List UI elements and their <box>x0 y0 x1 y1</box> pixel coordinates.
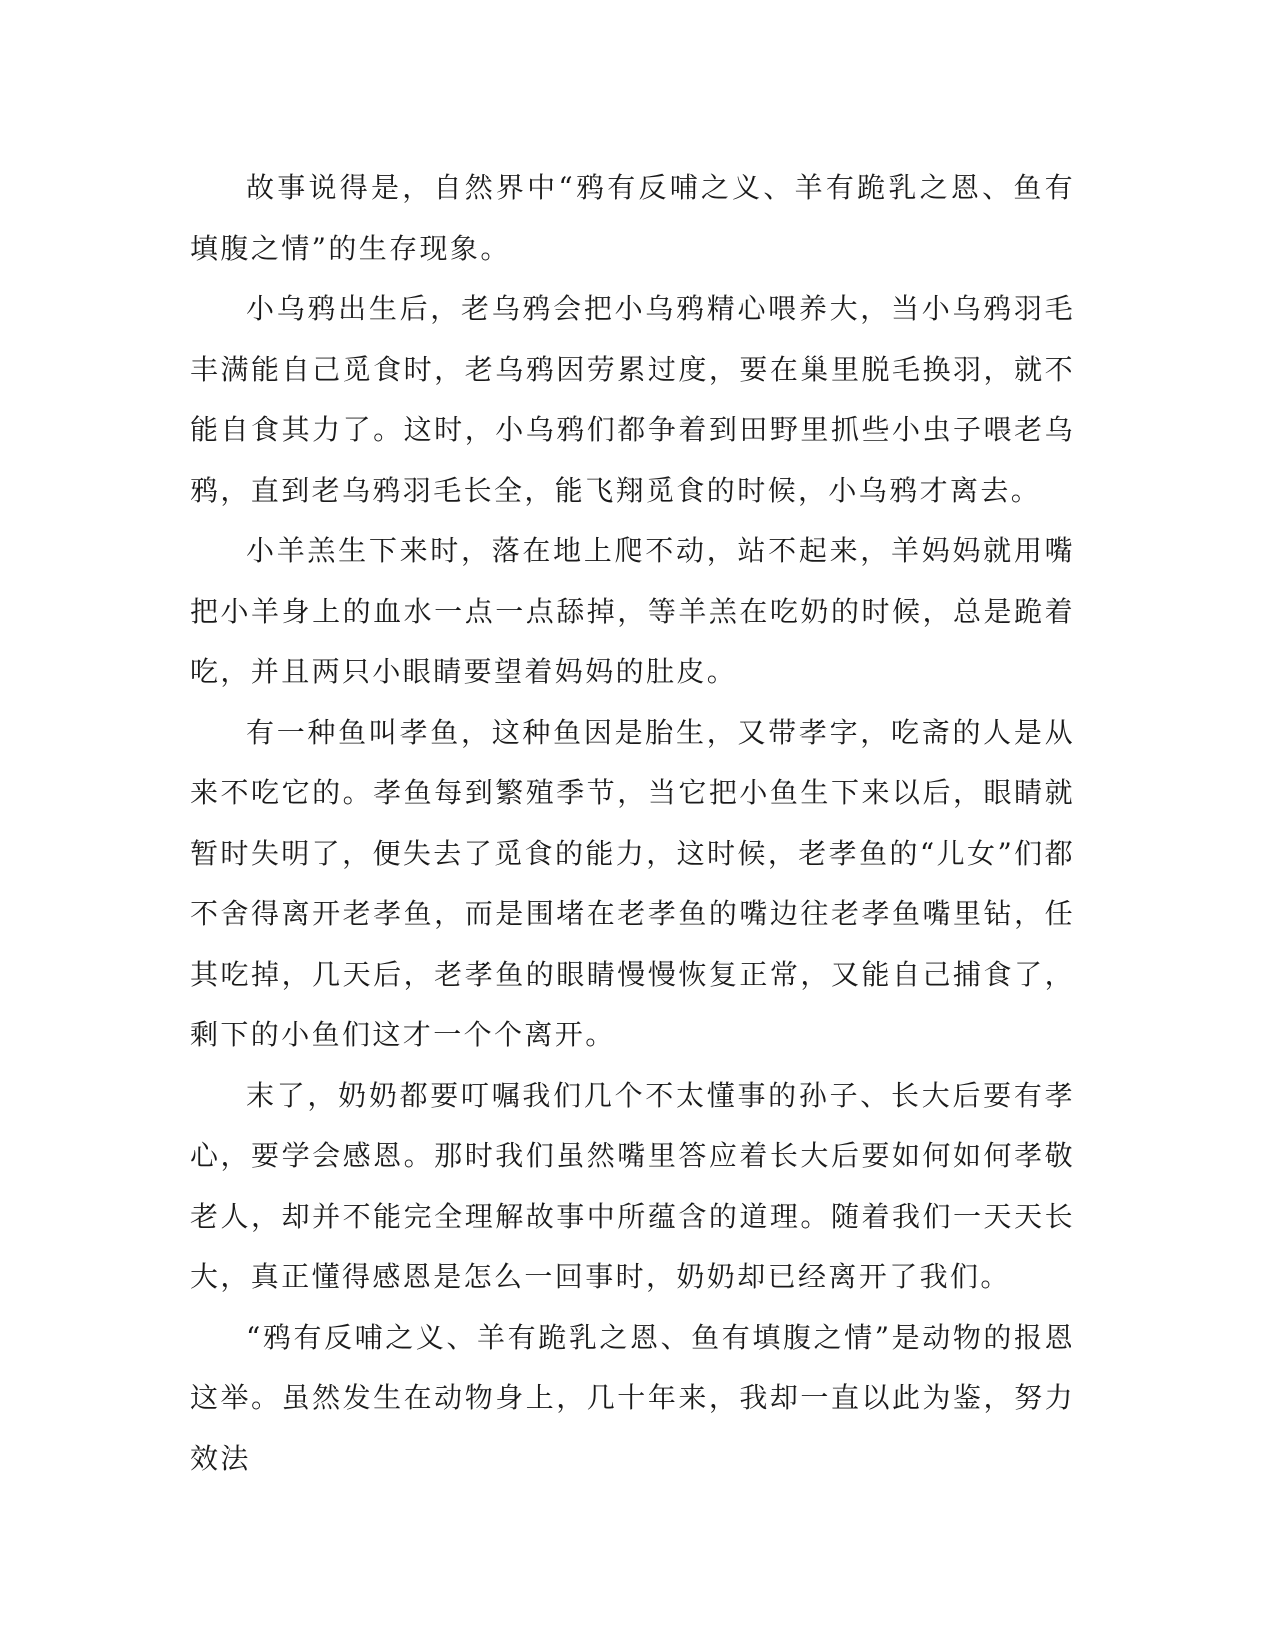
paragraph-intro: 故事说得是，自然界中“鸦有反哺之义、羊有跪乳之恩、鱼有填腹之情”的生存现象。 <box>190 171 1075 265</box>
paragraph-crow: 小乌鸦出生后，老乌鸦会把小乌鸦精心喂养大，当小乌鸦羽毛丰满能自己觅食时，老乌鸦因劳累过度，要在巢里脱毛换羽，就不能自食其力了。这时，小乌鸦们都争着到田野里抓些小虫子喂老乌鸦，直到老乌鸦羽毛长全，能飞翔觅食的时候，小乌鸦才离去。 <box>190 292 1075 507</box>
paragraph-fish: 有一种鱼叫孝鱼，这种鱼因是胎生，又带孝字，吃斋的人是从来不吃它的。孝鱼每到繁殖季节，当它把小鱼生下来以后，眼睛就暂时失明了，便失去了觅食的能力，这时候，老孝鱼的“儿女”们都不舍得离开老孝鱼，而是围堵在老孝鱼的嘴边往老孝鱼嘴里钻，任其吃掉，几天后，老孝鱼的眼睛慢慢恢复正常，又能自己捕食了，剩下的小鱼们这才一个个离开。 <box>190 715 1075 1051</box>
paragraph-lamb: 小羊羔生下来时，落在地上爬不动，站不起来，羊妈妈就用嘴把小羊身上的血水一点一点舔掉，等羊羔在吃奶的时候，总是跪着吃，并且两只小眼睛要望着妈妈的肚皮。 <box>190 534 1075 688</box>
paragraph-conclusion: “鸦有反哺之义、羊有跪乳之恩、鱼有填腹之情”是动物的报恩这举。虽然发生在动物身上，几十年来，我却一直以此为鉴，努力效法 <box>190 1320 1075 1475</box>
body-text <box>190 158 1075 1489</box>
paragraph-grandma: 末了，奶奶都要叮嘱我们几个不太懂事的孙子、长大后要有孝心，要学会感恩。那时我们虽然嘴里答应着长大后要如何如何孝敬老人，却并不能完全理解故事中所蕴含的道理。随着我们一天天长大，真正懂得感恩是怎么一回事时，奶奶却已经离开了我们。 <box>190 1078 1075 1293</box>
